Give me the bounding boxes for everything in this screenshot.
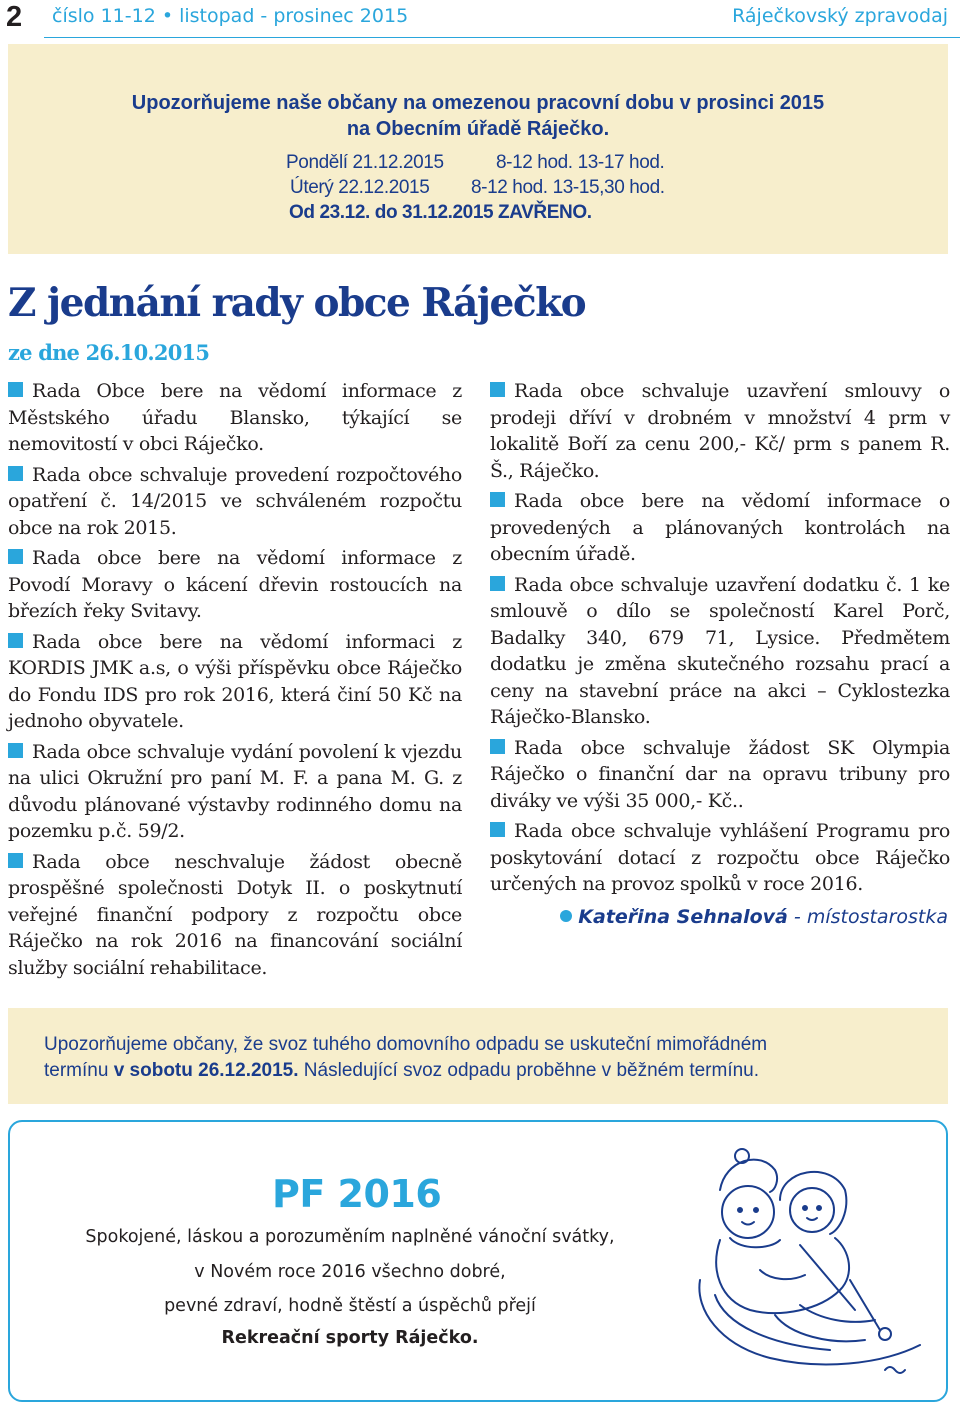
issue-number: číslo 11-12: [52, 5, 156, 27]
pf-title: PF 2016: [272, 1172, 442, 1216]
page-number: 2: [6, 1, 23, 33]
pf-line1: Spokojené, láskou a porozuměním naplněné vánoční svátky,: [85, 1227, 615, 1247]
list-item: Rada obce neschvaluje žádost obecně prospěšné společnosti Dotyk II. o poskytnutí veřejné finanční podpory z rozpočtu obce Ráječko na rok 2016 na financování sociální služby sociální rehabilitace.: [8, 850, 462, 979]
section-subtitle: ze dne 26.10.2015: [8, 340, 210, 365]
square-bullet-icon: [8, 382, 23, 397]
list-item: Rada obce schvaluje vyhlášení Programu pro poskytování dotací z rozpočtu obce Ráječko určených na provoz spolků v roce 2016.: [490, 820, 950, 895]
hours-row1-day: Pondělí 21.12.2015: [286, 152, 444, 173]
list-item: Rada obce bere na vědomí informaci z KORDIS JMK a.s, o výši příspěvku obce Ráječko do Fondu IDS pro rok 2016, která činí 50 Kč na jednoho obyvatele.: [8, 630, 462, 732]
section-title: Z jednání rady obce Ráječko: [8, 280, 586, 326]
issue-months: listopad - prosinec 2015: [179, 5, 409, 27]
header-rule: [44, 37, 960, 38]
hours-row2-day: Úterý 22.12.2015: [290, 177, 430, 198]
left-column: [8, 378, 462, 985]
list-item: Rada obce schvaluje provedení rozpočtového opatření č. 14/2015 ve schváleném rozpočtu obce na rok 2015.: [8, 463, 462, 539]
hours-row1-hours: 8-12 hod. 13-17 hod.: [496, 152, 665, 173]
signature-name: Kateřina Sehnalová: [578, 906, 788, 928]
square-bullet-icon: [8, 743, 23, 758]
notice-hours-title-line1: Upozorňujeme naše občany na omezenou pracovní dobu v prosinci 2015: [131, 92, 825, 114]
square-bullet-icon: [8, 853, 23, 868]
notice-waste-collection: [8, 1008, 948, 1104]
magazine-name: Ráječkovský zpravodaj: [732, 5, 948, 27]
notice-hours-title-line2: na Obecním úřadě Ráječko.: [346, 118, 610, 140]
sledding-children-illustration: [680, 1130, 930, 1392]
list-item: Rada obce schvaluje uzavření dodatku č. 1 ke smlouvě o dílo se společností Karel Porč, Badalky 340, 679 71, Lysice. Předmětem dodatku je změna skutečného rozsahu prací a ceny na stavební práce na akci – Cyklostezka Ráječko-Blansko.: [490, 573, 950, 728]
signature-role: - místostarostka: [793, 906, 948, 928]
notice-office-hours: [8, 44, 948, 254]
pf-line3: pevné zdraví, hodně štěstí a úspěchů přejí: [164, 1296, 536, 1316]
signature: [560, 906, 948, 928]
square-bullet-icon: [490, 492, 505, 507]
hours-row3-closed: Od 23.12. do 31.12.2015 ZAVŘENO.: [289, 202, 592, 223]
list-item: Rada obce schvaluje uzavření smlouvy o prodeji dříví v drobném v množství 4 prm v lokalitě Boří za cenu 200,- Kč/ prm s panem R. Š., Ráječko.: [490, 380, 950, 482]
issue-separator: •: [161, 5, 174, 27]
issue-info: [52, 5, 408, 27]
right-column: [490, 378, 950, 902]
notice-waste-date: v sobotu 26.12.2015.: [113, 1060, 299, 1081]
notice-waste-line1: Upozorňujeme občany, že svoz tuhého domovního odpadu se uskuteční mimořádném: [44, 1034, 768, 1055]
pf-line2: v Novém roce 2016 všechno dobré,: [194, 1262, 506, 1282]
list-item: Rada Obce bere na vědomí informace z Městského úřadu Blansko, týkající se nemovitostí v obci Ráječko.: [8, 380, 462, 455]
square-bullet-icon: [490, 382, 505, 397]
hours-row2-hours: 8-12 hod. 13-15,30 hod.: [471, 177, 665, 198]
square-bullet-icon: [490, 822, 505, 837]
list-item: Rada obce schvaluje vydání povolení k vjezdu na ulici Okružní pro paní M. F. a pana M. G. z důvodu plánované výstavby rodinného domu na pozemku p.č. 59/2.: [8, 740, 462, 842]
list-item: Rada obce bere na vědomí informace o provedených a plánovaných kontrolách na obecním úřadě.: [490, 490, 950, 565]
square-bullet-icon: [490, 576, 505, 591]
square-bullet-icon: [8, 549, 23, 564]
round-bullet-icon: [560, 910, 572, 922]
square-bullet-icon: [490, 739, 505, 754]
page-header: [0, 0, 960, 34]
list-item: Rada obce bere na vědomí informace z Povodí Moravy o kácení dřevin rostoucích na březích řeky Svitavy.: [8, 547, 462, 622]
list-item: Rada obce schvaluje žádost SK Olympia Ráječko o finanční dar na opravu tribuny pro diváky ve výši 35 000,- Kč..: [490, 736, 950, 812]
square-bullet-icon: [8, 633, 23, 648]
square-bullet-icon: [8, 466, 23, 481]
pf-line4: Rekreační sporty Ráječko.: [221, 1328, 479, 1348]
notice-waste-line2: termínu v sobotu 26.12.2015. Následující svoz odpadu proběhne v běžném termínu.: [44, 1060, 760, 1081]
